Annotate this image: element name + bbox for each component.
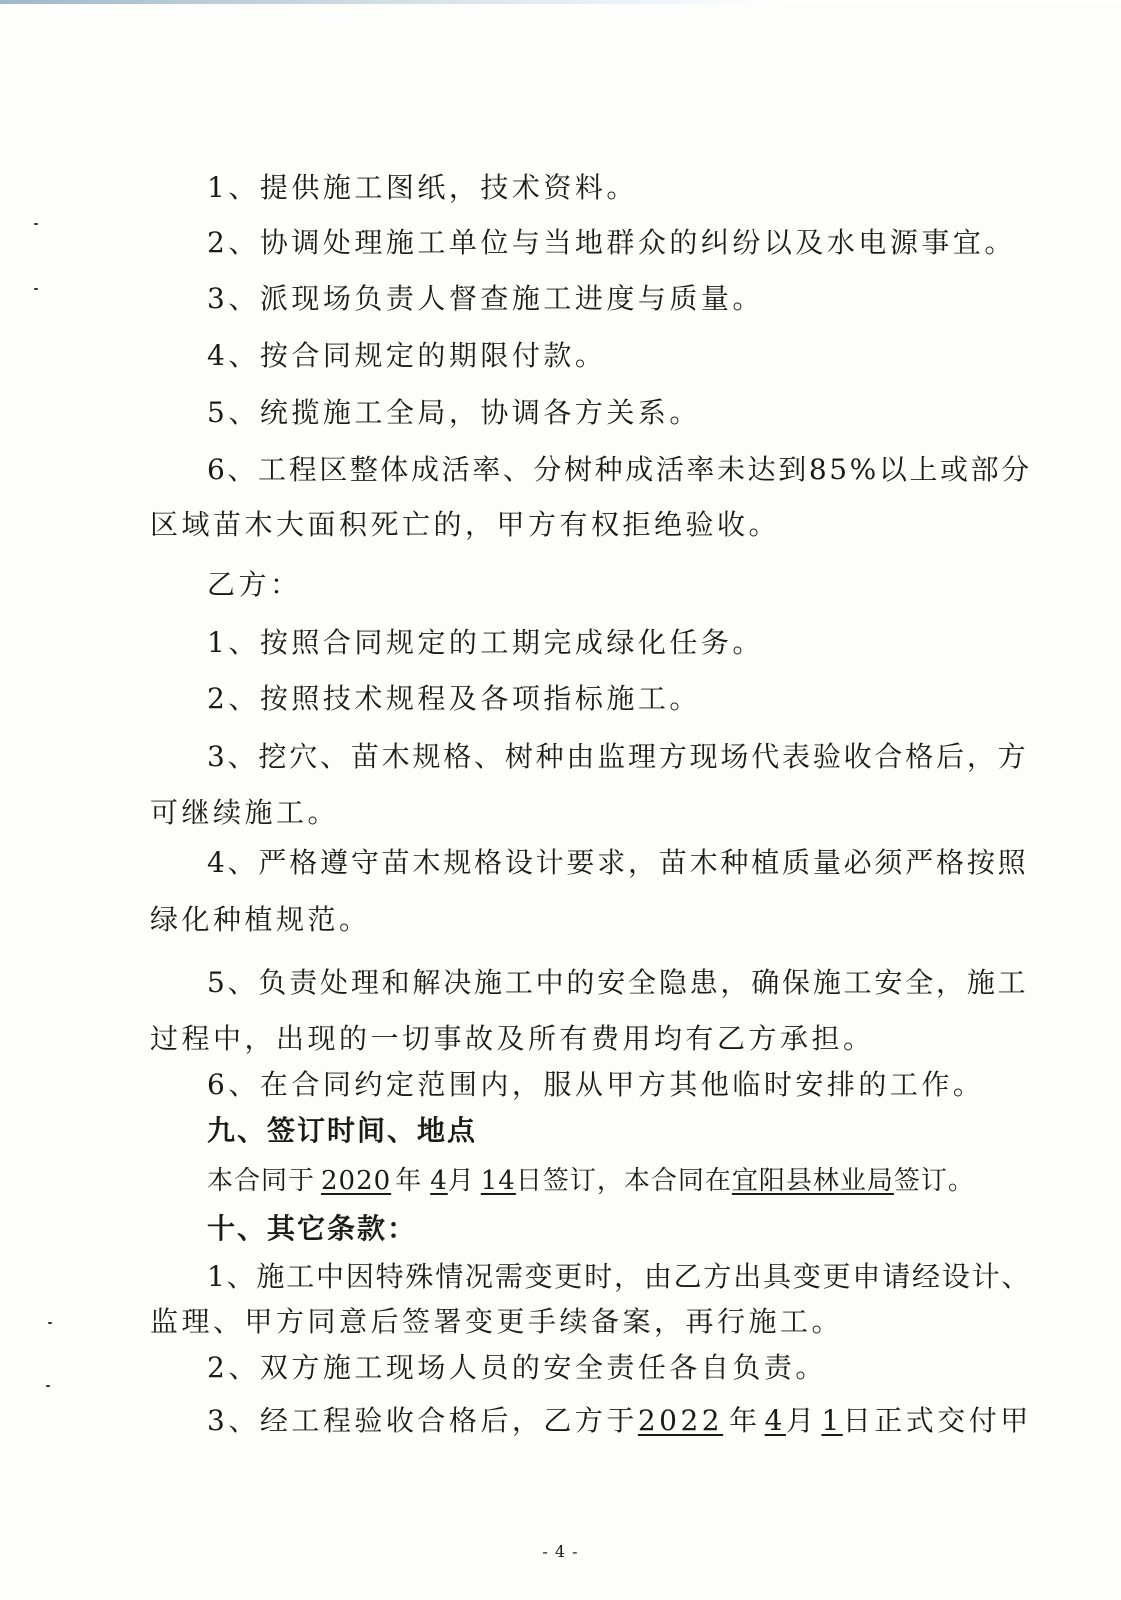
- section-9-heading: 九、签订时间、地点: [207, 1114, 478, 1147]
- signing-day: 14: [480, 1166, 516, 1196]
- scan-speck: [34, 288, 38, 290]
- handover-month-unit: 月: [785, 1404, 818, 1437]
- signing-info: [207, 1164, 975, 1198]
- party-a-item-6-line1: 6、工程区整体成活率、分树种成活率未达到85%以上或部分: [207, 453, 1032, 486]
- signing-suffix: 签订。: [893, 1166, 975, 1196]
- handover-month: 4: [764, 1404, 786, 1437]
- signing-month-unit: 月: [447, 1166, 475, 1196]
- scan-edge: [0, 0, 1121, 4]
- party-b-item-5-line2: 过程中，出现的一切事故及所有费用均有乙方承担。: [150, 1022, 875, 1055]
- party-b-heading: 乙方：: [207, 568, 302, 601]
- scan-speck: [34, 223, 38, 225]
- handover-suffix: 日正式交付甲: [842, 1404, 1032, 1437]
- scan-speck: [48, 1322, 52, 1324]
- other-item-1-line1: 1、施工中因特殊情况需变更时，由乙方出具变更申请经设计、: [207, 1260, 1032, 1293]
- party-b-item-3-line2: 可继续施工。: [150, 796, 340, 829]
- signing-place: 宜阳县林业局: [731, 1166, 894, 1196]
- party-b-item-3-line1: 3、挖穴、苗木规格、树种由监理方现场代表验收合格后，方: [207, 740, 1029, 773]
- handover-prefix: 3、经工程验收合格后，乙方于: [207, 1404, 638, 1437]
- scan-speck: [46, 1385, 50, 1387]
- party-b-item-1: 1、按照合同规定的工期完成绿化任务。: [207, 626, 764, 659]
- other-item-3: [207, 1404, 1032, 1438]
- party-a-item-1: 1、提供施工图纸，技术资料。: [207, 171, 638, 204]
- party-b-item-6: 6、在合同约定范围内，服从甲方其他临时安排的工作。: [207, 1068, 985, 1101]
- signing-month: 4: [430, 1166, 448, 1196]
- handover-day: 1: [821, 1404, 843, 1437]
- party-a-item-4: 4、按合同规定的期限付款。: [207, 339, 607, 372]
- party-a-item-5: 5、统揽施工全局，协调各方关系。: [207, 396, 701, 429]
- party-b-item-5-line1: 5、负责处理和解决施工中的安全隐患，确保施工安全，施工: [207, 966, 1029, 999]
- party-a-item-6-line2: 区域苗木大面积死亡的，甲方有权拒绝验收。: [150, 508, 781, 541]
- handover-year: 2022: [637, 1404, 724, 1437]
- other-item-1-line2: 监理、甲方同意后签署变更手续备案，再行施工。: [150, 1305, 844, 1338]
- party-a-item-2: 2、协调处理施工单位与当地群众的纠纷以及水电源事宜。: [207, 226, 1016, 259]
- party-b-item-4-line2: 绿化种植规范。: [150, 903, 371, 936]
- party-b-item-4-line1: 4、严格遵守苗木规格设计要求，苗木种植质量必须严格按照: [207, 846, 1029, 879]
- other-item-2: 2、双方施工现场人员的安全责任各自负责。: [207, 1351, 827, 1384]
- page-number: - 4 -: [542, 1542, 579, 1561]
- signing-prefix: 本合同于: [207, 1166, 316, 1196]
- party-b-item-2: 2、按照技术规程及各项指标施工。: [207, 682, 701, 715]
- signing-year: 2020: [321, 1166, 392, 1196]
- signing-mid: 日签订，本合同在: [515, 1166, 732, 1196]
- signing-year-unit: 年: [395, 1166, 423, 1196]
- party-a-item-3: 3、派现场负责人督查施工进度与质量。: [207, 282, 764, 315]
- section-10-heading: 十、其它条款：: [207, 1212, 418, 1245]
- handover-year-unit: 年: [729, 1404, 761, 1437]
